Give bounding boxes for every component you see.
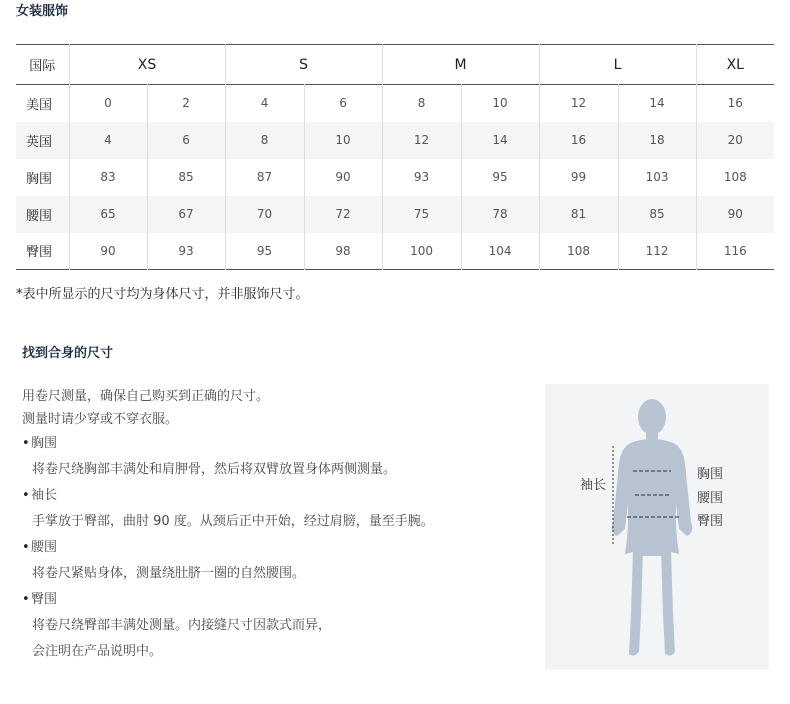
row-label: 胸围 xyxy=(26,171,53,187)
table-cell: 2 xyxy=(147,85,225,122)
bullet-icon: • xyxy=(22,540,30,555)
table-cell: 104 xyxy=(461,233,539,270)
table-cell: 70 xyxy=(225,196,304,233)
table-cell: 81 xyxy=(539,196,618,233)
size-xl-header: XL xyxy=(696,45,774,85)
intro-line: 用卷尺测量，确保自己购买到正确的尺寸。 xyxy=(22,389,270,404)
size-s-header: S xyxy=(225,45,382,85)
table-cell: 93 xyxy=(147,233,225,270)
table-cell: 10 xyxy=(461,85,539,122)
bullet-icon: • xyxy=(22,488,30,503)
waist-label: 腰围 xyxy=(697,491,724,506)
bullet-title: 腰围 xyxy=(31,540,58,555)
table-cell: 103 xyxy=(618,159,696,196)
bullet-icon: • xyxy=(22,436,30,451)
table-cell: 78 xyxy=(461,196,539,233)
row-label: 美国 xyxy=(26,97,53,113)
size-m-header: M xyxy=(382,45,539,85)
table-cell: 72 xyxy=(304,196,382,233)
table-cell: 108 xyxy=(539,233,618,270)
table-cell: 93 xyxy=(382,159,461,196)
table-cell: 100 xyxy=(382,233,461,270)
section-title: 女装服饰 xyxy=(16,4,69,19)
table-cell: 90 xyxy=(696,196,774,233)
sleeve-label: 袖长 xyxy=(580,478,607,493)
female-silhouette-icon xyxy=(612,399,693,656)
list-item xyxy=(22,587,522,613)
size-note: *表中所显示的尺寸均为身体尺寸，并非服饰尺寸。 xyxy=(16,287,309,302)
table-row xyxy=(16,122,774,159)
table-cell: 12 xyxy=(539,85,618,122)
table-cell: 95 xyxy=(461,159,539,196)
row-label: 英国 xyxy=(26,134,53,150)
table-cell: 85 xyxy=(618,196,696,233)
table-cell: 18 xyxy=(618,122,696,159)
size-header-row xyxy=(16,45,774,85)
silhouette-illustration xyxy=(545,384,769,670)
table-cell: 95 xyxy=(225,233,304,270)
find-fit-title: 找到合身的尺寸 xyxy=(22,346,114,361)
list-item xyxy=(22,431,522,457)
table-row xyxy=(16,85,774,122)
table-cell: 8 xyxy=(382,85,461,122)
bullet-description: 会注明在产品说明中。 xyxy=(32,644,163,659)
table-cell: 90 xyxy=(69,233,147,270)
table-row xyxy=(16,196,774,233)
table-row xyxy=(16,159,774,196)
table-cell: 10 xyxy=(304,122,382,159)
table-cell: 6 xyxy=(147,122,225,159)
bullet-icon: • xyxy=(22,592,30,607)
bullet-title: 臀围 xyxy=(31,592,58,607)
table-cell: 108 xyxy=(696,159,774,196)
row-label: 臀围 xyxy=(26,245,53,261)
bullet-description: 手掌放于臀部，曲肘 90 度。从颈后正中开始，经过肩膀，量至手腕。 xyxy=(32,514,434,529)
table-cell: 16 xyxy=(539,122,618,159)
bullet-title: 袖长 xyxy=(31,488,58,503)
table-cell: 75 xyxy=(382,196,461,233)
table-cell: 98 xyxy=(304,233,382,270)
table-cell: 14 xyxy=(618,85,696,122)
table-row xyxy=(16,233,774,270)
bullet-title: 胸围 xyxy=(31,436,58,451)
table-cell: 8 xyxy=(225,122,304,159)
hip-label: 臀围 xyxy=(697,514,724,529)
table-cell: 85 xyxy=(147,159,225,196)
size-xs-header: XS xyxy=(69,45,225,85)
table-cell: 4 xyxy=(69,122,147,159)
table-cell: 67 xyxy=(147,196,225,233)
table-cell: 20 xyxy=(696,122,774,159)
body-measurement-figure xyxy=(545,384,769,670)
table-cell: 99 xyxy=(539,159,618,196)
chest-label: 胸围 xyxy=(697,467,724,482)
size-chart-table xyxy=(16,44,774,270)
table-cell: 12 xyxy=(382,122,461,159)
table-cell: 112 xyxy=(618,233,696,270)
table-cell: 6 xyxy=(304,85,382,122)
list-item xyxy=(22,535,522,561)
header-label: 国际 xyxy=(29,59,56,74)
table-cell: 16 xyxy=(696,85,774,122)
table-cell: 65 xyxy=(69,196,147,233)
measurement-instructions xyxy=(22,385,522,665)
bullet-description: 将卷尺绕臀部丰满处测量。内接缝尺寸因款式而异， xyxy=(32,618,332,633)
table-cell: 4 xyxy=(225,85,304,122)
size-l-header: L xyxy=(539,45,696,85)
row-label: 腰围 xyxy=(26,208,53,224)
table-cell: 0 xyxy=(69,85,147,122)
table-cell: 90 xyxy=(304,159,382,196)
table-cell: 83 xyxy=(69,159,147,196)
table-cell: 87 xyxy=(225,159,304,196)
bullet-description: 将卷尺紧贴身体，测量绕肚脐一圈的自然腰围。 xyxy=(32,566,306,581)
list-item xyxy=(22,483,522,509)
table-cell: 116 xyxy=(696,233,774,270)
intro-line: 测量时请少穿或不穿衣服。 xyxy=(22,412,179,427)
bullet-description: 将卷尺绕胸部丰满处和肩胛骨，然后将双臂放置身体两侧测量。 xyxy=(32,462,397,477)
table-cell: 14 xyxy=(461,122,539,159)
